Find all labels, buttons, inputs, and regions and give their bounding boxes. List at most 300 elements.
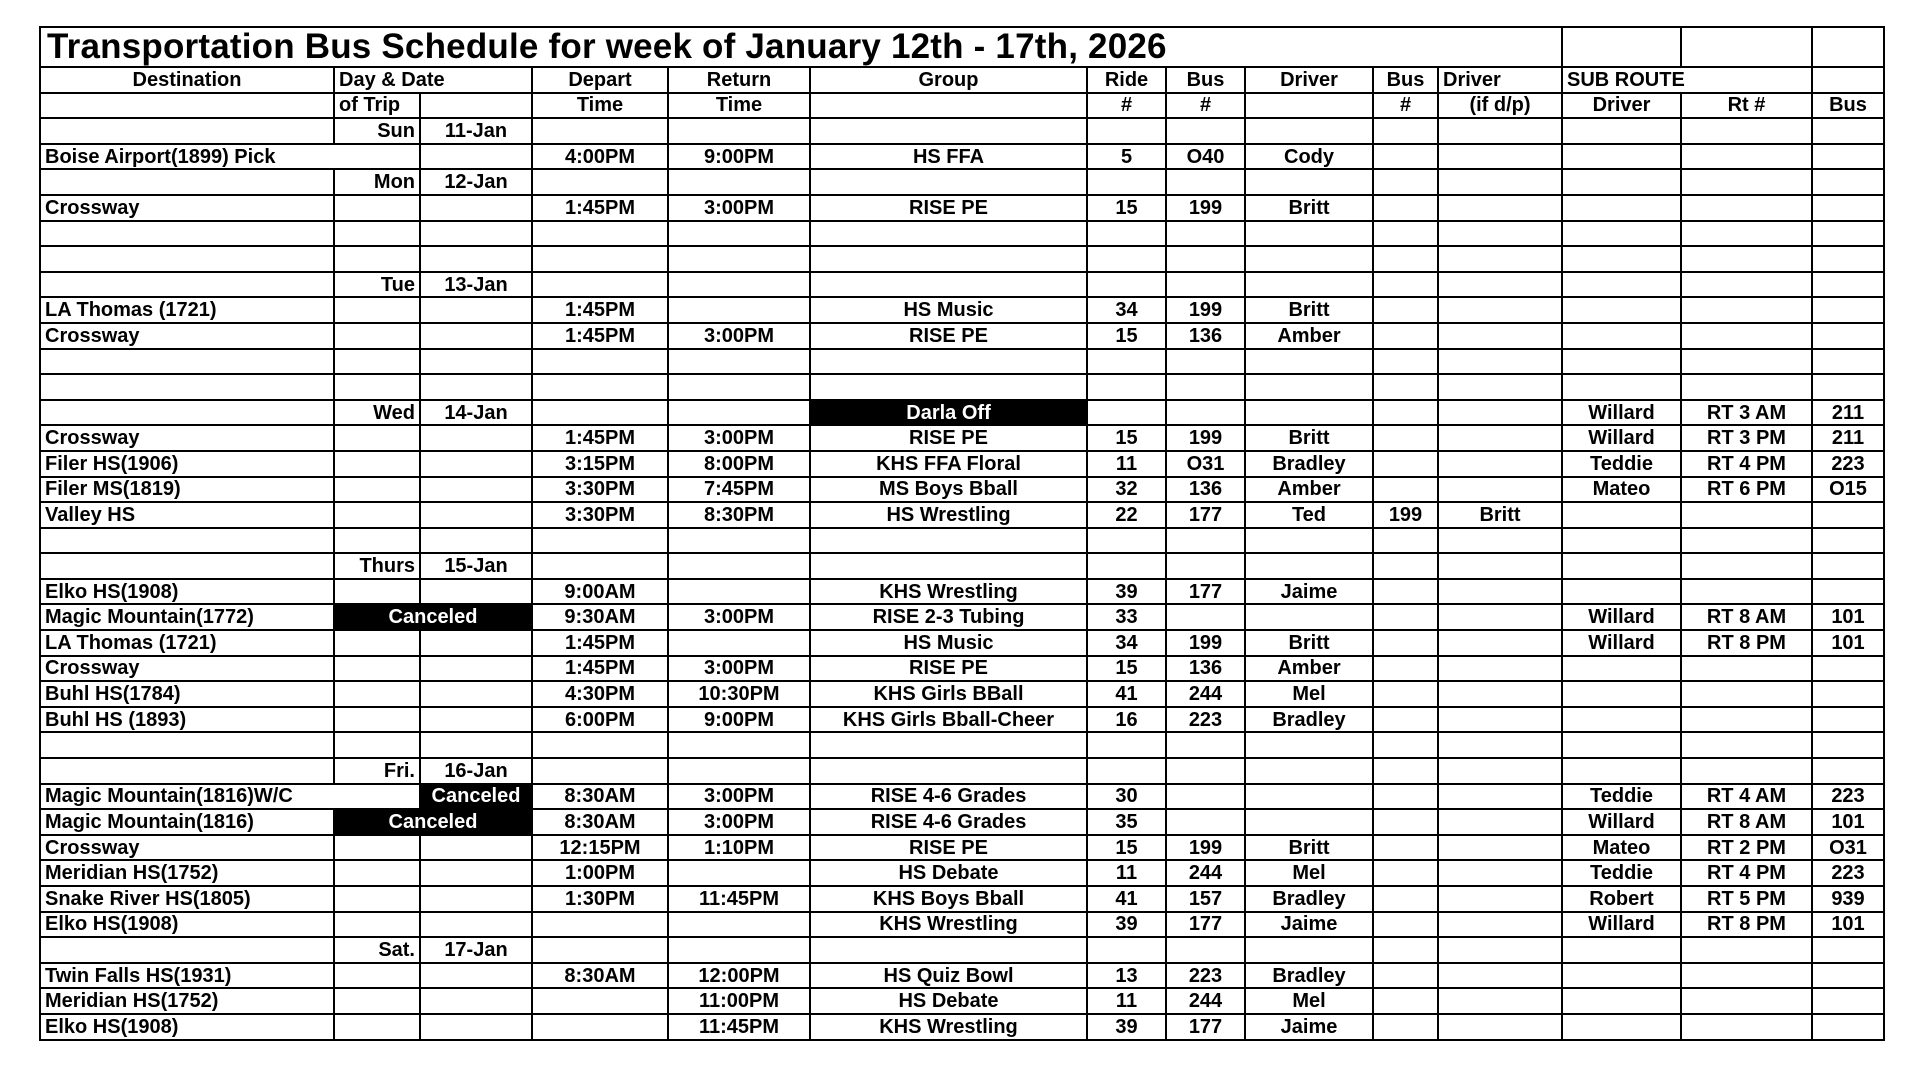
cell-destination: Valley HS [40, 502, 334, 528]
cell-driver-2 [1438, 579, 1562, 605]
header-rt-num: Rt # [1681, 93, 1812, 119]
cell-day [334, 630, 420, 656]
cell-destination [40, 553, 334, 579]
cell-group: RISE PE [810, 323, 1087, 349]
cell-driver: Britt [1245, 835, 1373, 861]
cell-date [420, 246, 532, 272]
cell-date: 11-Jan [420, 118, 532, 144]
cell-day [334, 374, 420, 400]
cell-bus-num [1166, 246, 1245, 272]
cell-bus-num: 244 [1166, 988, 1245, 1014]
cell-sub-bus [1812, 195, 1884, 221]
cell-ride-num [1087, 732, 1166, 758]
cell-date [420, 963, 532, 989]
cell-depart-time: 3:30PM [532, 502, 668, 528]
cell-driver-2 [1438, 963, 1562, 989]
cell-driver-2 [1438, 425, 1562, 451]
cell-sub-rt-num [1681, 221, 1812, 247]
day-header-row [40, 400, 1884, 426]
cell-driver-2 [1438, 784, 1562, 810]
cell-sub-bus [1812, 681, 1884, 707]
cell-bus-num [1166, 758, 1245, 784]
cell-driver-2 [1438, 860, 1562, 886]
cell-bus-num: 177 [1166, 502, 1245, 528]
cell-ride-num: 16 [1087, 707, 1166, 733]
cell-ride-num [1087, 246, 1166, 272]
cell-date [420, 988, 532, 1014]
cell-driver [1245, 118, 1373, 144]
trip-row [40, 195, 1884, 221]
cell-return-time: 3:00PM [668, 195, 810, 221]
cell-ride-num: 11 [1087, 860, 1166, 886]
cell-destination: Crossway [40, 195, 334, 221]
cell-depart-time: 12:15PM [532, 835, 668, 861]
cell-driver-2 [1438, 912, 1562, 938]
cell-destination: Elko HS(1908) [40, 579, 334, 605]
cell-driver: Britt [1245, 630, 1373, 656]
cell-depart-time [532, 349, 668, 375]
day-header-row [40, 937, 1884, 963]
cell-ride-num [1087, 937, 1166, 963]
cell-sub-driver [1562, 1014, 1681, 1040]
cell-sub-bus: O31 [1812, 835, 1884, 861]
cell-sub-driver [1562, 579, 1681, 605]
cell-group: RISE 4-6 Grades [810, 784, 1087, 810]
cell-sub-rt-num: RT 4 AM [1681, 784, 1812, 810]
cell-return-time [668, 221, 810, 247]
cell-destination: Filer MS(1819) [40, 477, 334, 503]
cell-group: RISE PE [810, 835, 1087, 861]
blank-row [40, 349, 1884, 375]
cell-date [420, 451, 532, 477]
cell-bus-2-num [1373, 221, 1438, 247]
cell-ride-num [1087, 758, 1166, 784]
cell-group: KHS Wrestling [810, 1014, 1087, 1040]
cell-day [334, 912, 420, 938]
cell-driver [1245, 553, 1373, 579]
cell-group: KHS Girls Bball-Cheer [810, 707, 1087, 733]
cell-destination: Crossway [40, 656, 334, 682]
cell-sub-driver [1562, 732, 1681, 758]
cell-depart-time [532, 1014, 668, 1040]
cell-return-time: 3:00PM [668, 604, 810, 630]
cell-destination: Boise Airport(1899) Pick [40, 144, 420, 170]
cell-sub-bus: 101 [1812, 809, 1884, 835]
cell-depart-time [532, 400, 668, 426]
cell-driver-2 [1438, 374, 1562, 400]
cell-day [334, 246, 420, 272]
header-sub-bus: Bus [1812, 93, 1884, 119]
cell-destination [40, 400, 334, 426]
cell-group: KHS Girls BBall [810, 681, 1087, 707]
cell-sub-bus: 101 [1812, 604, 1884, 630]
trip-row [40, 502, 1884, 528]
cell-sub-rt-num [1681, 579, 1812, 605]
cell-group: RISE 2-3 Tubing [810, 604, 1087, 630]
cell-driver: Britt [1245, 297, 1373, 323]
cell-bus-2-num [1373, 681, 1438, 707]
cell-day [334, 1014, 420, 1040]
cell-sub-bus [1812, 246, 1884, 272]
trip-row [40, 860, 1884, 886]
cell-sub-bus: 223 [1812, 860, 1884, 886]
cell-ride-num: 39 [1087, 579, 1166, 605]
cell-driver-2 [1438, 246, 1562, 272]
cell-ride-num: 13 [1087, 963, 1166, 989]
cell-ride-num: 32 [1087, 477, 1166, 503]
cell-sub-rt-num [1681, 707, 1812, 733]
cell-depart-time [532, 374, 668, 400]
cell-depart-time: 1:30PM [532, 886, 668, 912]
cell-driver [1245, 604, 1373, 630]
cell-sub-rt-num [1681, 349, 1812, 375]
cell-depart-time [532, 988, 668, 1014]
cell-group: RISE 4-6 Grades [810, 809, 1087, 835]
cell-day: Wed [334, 400, 420, 426]
trip-row [40, 963, 1884, 989]
cell-depart-time [532, 732, 668, 758]
cell-sub-bus [1812, 528, 1884, 554]
cell-day [334, 963, 420, 989]
cell-driver [1245, 400, 1373, 426]
cell-bus-2-num [1373, 912, 1438, 938]
cell-driver: Jaime [1245, 912, 1373, 938]
cell-driver [1245, 374, 1373, 400]
header-sub-route: SUB ROUTE [1562, 67, 1812, 93]
cell-sub-driver [1562, 272, 1681, 298]
cell-sub-rt-num [1681, 963, 1812, 989]
canceled-badge: Canceled [334, 604, 532, 630]
cell-driver-2 [1438, 451, 1562, 477]
cell-ride-num [1087, 169, 1166, 195]
cell-sub-bus: 101 [1812, 630, 1884, 656]
cell-driver-2 [1438, 835, 1562, 861]
cell-driver [1245, 758, 1373, 784]
cell-depart-time: 3:30PM [532, 477, 668, 503]
cell-destination: Meridian HS(1752) [40, 988, 334, 1014]
cell-destination: Crossway [40, 323, 334, 349]
cell-group [810, 246, 1087, 272]
cell-bus-2-num [1373, 425, 1438, 451]
header-blank [1812, 67, 1884, 93]
title-spacer [1562, 27, 1681, 67]
cell-destination [40, 118, 334, 144]
cell-sub-rt-num [1681, 297, 1812, 323]
cell-group [810, 732, 1087, 758]
cell-destination: Elko HS(1908) [40, 1014, 334, 1040]
day-header-row [40, 272, 1884, 298]
cell-ride-num [1087, 374, 1166, 400]
cell-bus-2-num [1373, 784, 1438, 810]
trip-row [40, 144, 1884, 170]
trip-row [40, 912, 1884, 938]
cell-driver-2 [1438, 758, 1562, 784]
cell-day: Mon [334, 169, 420, 195]
cell-day [334, 656, 420, 682]
cell-driver [1245, 246, 1373, 272]
cell-bus-num [1166, 604, 1245, 630]
cell-sub-bus [1812, 118, 1884, 144]
cell-sub-rt-num [1681, 118, 1812, 144]
header-destination: Destination [40, 67, 334, 93]
cell-depart-time [532, 272, 668, 298]
cell-bus-num: 136 [1166, 477, 1245, 503]
cell-depart-time [532, 937, 668, 963]
cell-bus-num [1166, 118, 1245, 144]
cell-group: RISE PE [810, 425, 1087, 451]
cell-return-time: 3:00PM [668, 323, 810, 349]
cell-bus-2-num [1373, 246, 1438, 272]
cell-depart-time: 9:00AM [532, 579, 668, 605]
cell-sub-driver [1562, 758, 1681, 784]
cell-day: Sun [334, 118, 420, 144]
cell-driver-2 [1438, 272, 1562, 298]
cell-ride-num [1087, 221, 1166, 247]
cell-driver-2 [1438, 988, 1562, 1014]
cell-date [420, 144, 532, 170]
cell-return-time [668, 912, 810, 938]
cell-date: 16-Jan [420, 758, 532, 784]
cell-driver [1245, 272, 1373, 298]
cell-depart-time: 1:45PM [532, 656, 668, 682]
cell-sub-bus [1812, 144, 1884, 170]
cell-driver-2 [1438, 528, 1562, 554]
cell-bus-2-num [1373, 118, 1438, 144]
cell-day [334, 195, 420, 221]
cell-bus-num: 177 [1166, 579, 1245, 605]
cell-bus-2-num [1373, 988, 1438, 1014]
trip-row [40, 1014, 1884, 1040]
cell-destination [40, 169, 334, 195]
cell-ride-num: 39 [1087, 912, 1166, 938]
cell-destination: Meridian HS(1752) [40, 860, 334, 886]
cell-bus-num [1166, 732, 1245, 758]
header-bus-2: Bus [1373, 67, 1438, 93]
cell-ride-num: 41 [1087, 886, 1166, 912]
cell-bus-num: O31 [1166, 451, 1245, 477]
cell-driver-2 [1438, 144, 1562, 170]
cell-sub-rt-num: RT 6 PM [1681, 477, 1812, 503]
cell-sub-driver: Mateo [1562, 477, 1681, 503]
cell-sub-bus: 101 [1812, 912, 1884, 938]
cell-date [420, 297, 532, 323]
cell-destination: Magic Mountain(1816)W/C [40, 784, 420, 810]
cell-driver [1245, 732, 1373, 758]
cell-return-time [668, 374, 810, 400]
cell-sub-driver [1562, 144, 1681, 170]
cell-bus-2-num [1373, 144, 1438, 170]
cell-date [420, 323, 532, 349]
cell-depart-time [532, 758, 668, 784]
cell-sub-rt-num [1681, 681, 1812, 707]
cell-sub-driver [1562, 323, 1681, 349]
cell-bus-2-num [1373, 886, 1438, 912]
cell-return-time [668, 297, 810, 323]
cell-driver: Bradley [1245, 886, 1373, 912]
page-title: Transportation Bus Schedule for week of January 12th - 17th, 2026 [40, 27, 1562, 67]
cell-driver: Britt [1245, 195, 1373, 221]
cell-day: Thurs [334, 553, 420, 579]
cell-return-time: 9:00PM [668, 707, 810, 733]
cell-sub-bus [1812, 1014, 1884, 1040]
cell-sub-rt-num: RT 4 PM [1681, 860, 1812, 886]
cell-driver: Ted [1245, 502, 1373, 528]
cell-ride-num: 15 [1087, 425, 1166, 451]
trip-row [40, 988, 1884, 1014]
cell-group [810, 272, 1087, 298]
cell-date [420, 707, 532, 733]
cell-date [420, 732, 532, 758]
cell-driver-2 [1438, 323, 1562, 349]
cell-sub-rt-num: RT 5 PM [1681, 886, 1812, 912]
cell-sub-bus [1812, 502, 1884, 528]
cell-sub-rt-num: RT 3 AM [1681, 400, 1812, 426]
trip-row [40, 656, 1884, 682]
cell-ride-num [1087, 553, 1166, 579]
blank-row [40, 374, 1884, 400]
cell-day [334, 860, 420, 886]
cell-destination [40, 221, 334, 247]
cell-sub-rt-num [1681, 1014, 1812, 1040]
trip-row [40, 604, 1884, 630]
cell-ride-num [1087, 528, 1166, 554]
cell-depart-time [532, 553, 668, 579]
trip-row [40, 323, 1884, 349]
cell-group [810, 374, 1087, 400]
cell-bus-num: 177 [1166, 912, 1245, 938]
cell-driver-2 [1438, 630, 1562, 656]
cell-group [810, 528, 1087, 554]
cell-destination: Magic Mountain(1816) [40, 809, 334, 835]
cell-sub-rt-num [1681, 937, 1812, 963]
cell-day [334, 349, 420, 375]
header-ride: Ride [1087, 67, 1166, 93]
cell-sub-driver [1562, 707, 1681, 733]
canceled-badge: Canceled [334, 809, 532, 835]
day-header-row [40, 758, 1884, 784]
cell-sub-driver [1562, 169, 1681, 195]
cell-sub-driver: Willard [1562, 912, 1681, 938]
cell-bus-num: 244 [1166, 681, 1245, 707]
cell-depart-time: 8:30AM [532, 963, 668, 989]
cell-bus-2-num [1373, 1014, 1438, 1040]
cell-sub-rt-num [1681, 656, 1812, 682]
cell-bus-2-num [1373, 323, 1438, 349]
cell-bus-2-num [1373, 809, 1438, 835]
cell-bus-num: 177 [1166, 1014, 1245, 1040]
cell-driver [1245, 937, 1373, 963]
cell-driver-2 [1438, 349, 1562, 375]
cell-driver: Amber [1245, 477, 1373, 503]
bus-schedule-table [39, 26, 1885, 1041]
cell-sub-bus: 223 [1812, 784, 1884, 810]
cell-sub-driver: Willard [1562, 809, 1681, 835]
cell-driver [1245, 784, 1373, 810]
day-header-row [40, 553, 1884, 579]
cell-return-time [668, 937, 810, 963]
cell-group: KHS Boys Bball [810, 886, 1087, 912]
cell-driver-2 [1438, 937, 1562, 963]
cell-bus-num: 199 [1166, 835, 1245, 861]
cell-ride-num [1087, 118, 1166, 144]
cell-bus-num: 136 [1166, 323, 1245, 349]
cell-return-time: 11:45PM [668, 1014, 810, 1040]
cell-destination: Buhl HS(1784) [40, 681, 334, 707]
trip-row [40, 477, 1884, 503]
header-ride-num: # [1087, 93, 1166, 119]
canceled-badge: Canceled [420, 784, 532, 810]
cell-sub-driver: Robert [1562, 886, 1681, 912]
cell-date [420, 349, 532, 375]
cell-return-time [668, 400, 810, 426]
cell-ride-num: 34 [1087, 297, 1166, 323]
cell-sub-driver [1562, 221, 1681, 247]
trip-row [40, 579, 1884, 605]
cell-destination [40, 732, 334, 758]
cell-destination [40, 758, 334, 784]
cell-group [810, 169, 1087, 195]
cell-bus-num: 199 [1166, 630, 1245, 656]
trip-row [40, 297, 1884, 323]
cell-destination [40, 528, 334, 554]
cell-destination: Twin Falls HS(1931) [40, 963, 334, 989]
cell-depart-time: 4:00PM [532, 144, 668, 170]
cell-bus-2-num [1373, 656, 1438, 682]
cell-depart-time [532, 528, 668, 554]
cell-return-time: 7:45PM [668, 477, 810, 503]
cell-sub-driver [1562, 349, 1681, 375]
cell-ride-num: 15 [1087, 323, 1166, 349]
cell-date [420, 912, 532, 938]
header-return-time: Time [668, 93, 810, 119]
cell-group: HS FFA [810, 144, 1087, 170]
cell-sub-bus: 223 [1812, 451, 1884, 477]
cell-driver-2 [1438, 681, 1562, 707]
cell-depart-time: 1:00PM [532, 860, 668, 886]
title-spacer [1812, 27, 1884, 67]
cell-driver-2 [1438, 297, 1562, 323]
cell-driver-2 [1438, 400, 1562, 426]
cell-day [334, 707, 420, 733]
cell-day [334, 579, 420, 605]
cell-sub-rt-num: RT 8 AM [1681, 809, 1812, 835]
cell-ride-num: 5 [1087, 144, 1166, 170]
cell-driver: Amber [1245, 656, 1373, 682]
cell-sub-driver: Mateo [1562, 835, 1681, 861]
cell-bus-2-num [1373, 579, 1438, 605]
header-day-date: Day & Date [334, 67, 532, 93]
cell-bus-num: 223 [1166, 963, 1245, 989]
cell-sub-bus [1812, 553, 1884, 579]
cell-bus-2-num [1373, 835, 1438, 861]
trip-row [40, 835, 1884, 861]
cell-group: KHS FFA Floral [810, 451, 1087, 477]
cell-sub-rt-num [1681, 502, 1812, 528]
cell-destination: LA Thomas (1721) [40, 297, 334, 323]
cell-driver [1245, 349, 1373, 375]
cell-bus-2-num [1373, 937, 1438, 963]
header-bus-2-num: # [1373, 93, 1438, 119]
header-blank [1245, 93, 1373, 119]
cell-depart-time [532, 169, 668, 195]
cell-return-time: 10:30PM [668, 681, 810, 707]
cell-return-time [668, 579, 810, 605]
cell-driver: Jaime [1245, 1014, 1373, 1040]
cell-bus-num [1166, 400, 1245, 426]
cell-group [810, 553, 1087, 579]
cell-depart-time [532, 912, 668, 938]
cell-sub-bus: O15 [1812, 477, 1884, 503]
